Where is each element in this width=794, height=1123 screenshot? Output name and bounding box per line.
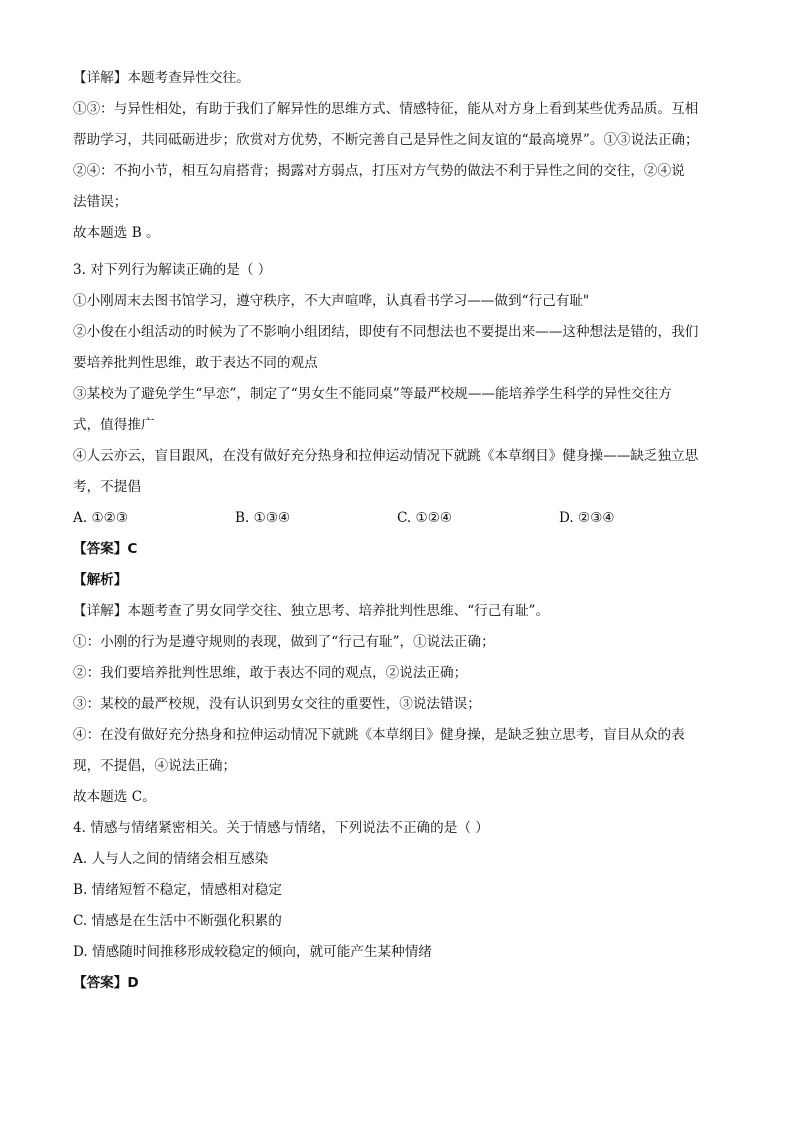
analysis-line: ②：我们要培养批判性思维，敢于表达不同的观点，②说法正确； [73,665,468,681]
option-c: C. 情感是在生活中不断强化积累的 [73,913,282,929]
text-line: 帮助学习，共同砥砺进步；欣赏对方优势，不断完善自己是异性之间友谊的“最高境界”。①③说法正确； [73,132,699,148]
question-4 [73,813,723,999]
option-c: C. ①②④ [397,510,453,526]
analysis-line: ③：某校的最严校规，没有认识到男女交往的重要性，③说法错误； [73,696,481,712]
option-a: A. 人与人之间的情绪会相互感染 [73,851,269,867]
statement-item: 式，值得推广 [73,417,155,433]
text-line: 【详解】本题考查异性交往。 [73,70,250,86]
analysis-line: 【详解】本题考查了男女同学交往、独立思考、培养批判性思维、“行己有耻”。 [73,603,550,619]
text-line: 故本题选 B 。 [73,225,160,241]
statement-item: ③某校为了避免学生“早恋”，制定了“男女生不能同桌”等最严校规——能培养学生科学的异性交往方 [73,386,672,402]
text-line: ①③：与异性相处，有助于我们了解异性的思维方式、情感特征，能从对方身上看到某些优秀品质。互相 [73,101,699,117]
document-content [73,63,723,999]
option-d: D. 情感随时间推移形成较稳定的倾向，就可能产生某种情绪 [73,944,432,960]
answer-label: 【答案】D [73,975,139,991]
option-a: A. ①②③ [73,510,129,526]
previous-explanation [73,63,723,249]
question-stem: 4. 情感与情绪紧密相关。关于情感与情绪，下列说法不正确的是（ ） [73,820,489,836]
analysis-line: ④：在没有做好充分热身和拉伸运动情况下就跳《本草纲目》健身操，是缺乏独立思考，盲目从众的表 [73,727,685,743]
option-b: B. ①③④ [235,510,291,526]
answer-label: 【答案】C [73,541,138,557]
statement-item: ①小刚周末去图书馆学习，遵守秩序，不大声喧哗，认真看书学习——做到“行己有耻" [73,293,590,309]
analysis-line: ①：小刚的行为是遵守规则的表现，做到了“行己有耻”，①说法正确； [73,634,495,650]
analysis-label: 【解析】 [73,572,128,588]
statement-item: 要培养批判性思维，敢于表达不同的观点 [73,355,318,371]
answer-options [73,503,723,534]
text-line: 法错误； [73,194,128,210]
option-b: B. 情绪短暂不稳定，情感相对稳定 [73,882,282,898]
text-line: ②④：不拘小节，相互勾肩搭背；揭露对方弱点，打压对方气势的做法不利于异性之间的交往，②④说 [73,163,685,179]
statement-item: 考，不提倡 [73,479,141,495]
analysis-line: 故本题选 C。 [73,789,156,805]
statement-item: ②小俊在小组活动的时候为了不影响小组团结，即使有不同想法也不要提出来——这种想法是错的，我们 [73,324,699,340]
analysis-line: 现，不提倡，④说法正确； [73,758,237,774]
question-stem: 3. 对下列行为解读正确的是（ ） [73,262,272,278]
statement-item: ④人云亦云，盲目跟风，在没有做好充分热身和拉伸运动情况下就跳《本草纲目》健身操——缺乏独立思 [73,448,699,464]
option-d: D. ②③④ [559,510,615,526]
question-3 [73,255,723,813]
